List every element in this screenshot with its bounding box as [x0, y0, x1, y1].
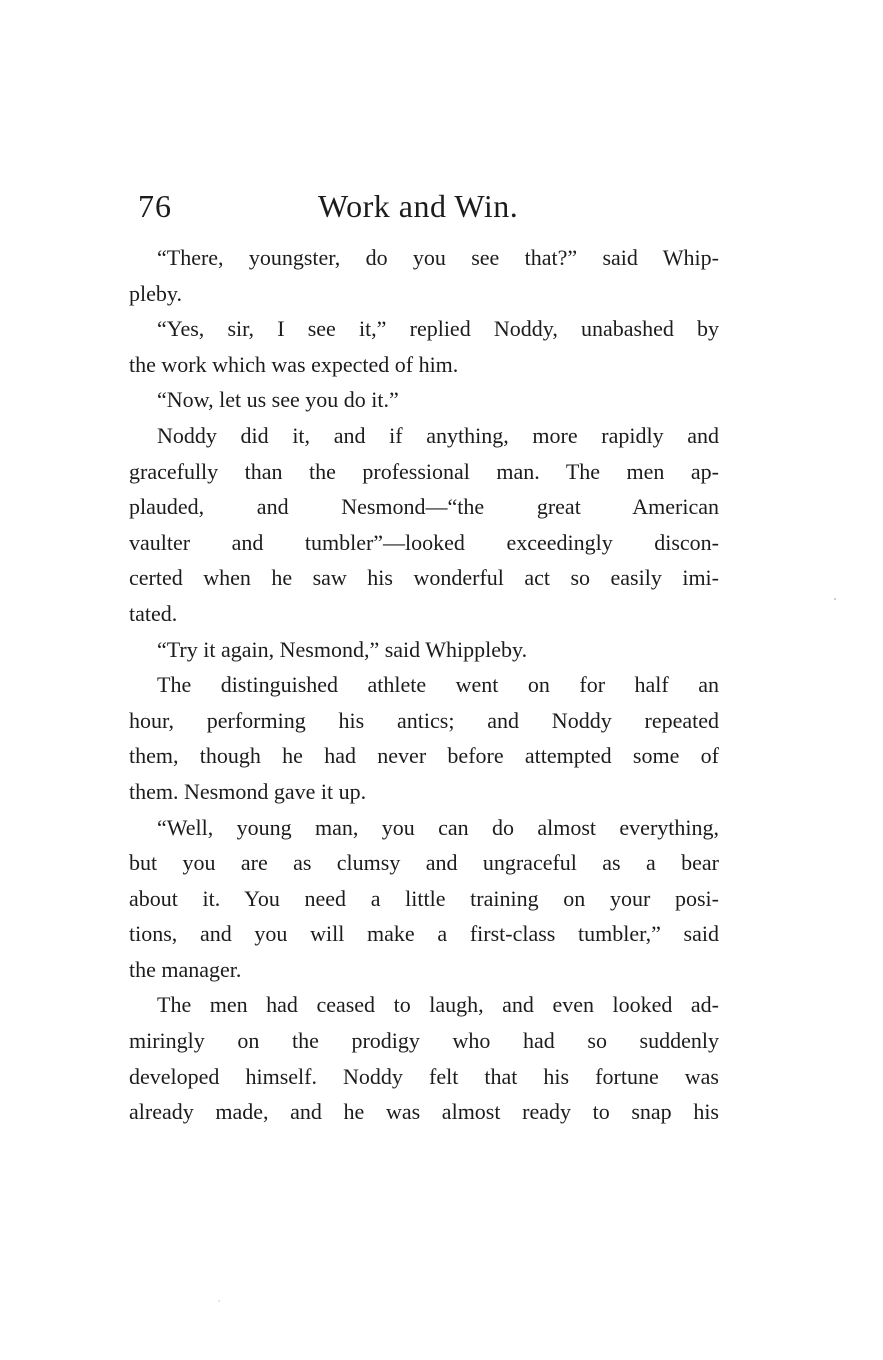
text-line: The distinguished athlete went on for half an	[157, 672, 719, 698]
text-line: “Yes, sir, I see it,” replied Noddy, unabashed by	[157, 316, 719, 342]
text-line: already made, and he was almost ready to snap his	[129, 1099, 719, 1125]
text-line: them. Nesmond gave it up.	[129, 778, 367, 804]
page-number: 76	[138, 188, 172, 224]
text-line: Noddy did it, and if anything, more rapidly and	[157, 422, 719, 448]
text-line: vaulter and tumbler”—looked exceedingly discon-	[129, 529, 719, 555]
text-line: tions, and you will make a first-class tumbler,” said	[129, 921, 719, 947]
text-line: “Well, young man, you can do almost everything,	[157, 814, 719, 840]
text-line: hour, performing his antics; and Noddy repeated	[129, 707, 719, 733]
body-text	[129, 240, 719, 1130]
text-line: about it. You need a little training on your posi-	[129, 885, 719, 911]
page-header	[138, 186, 718, 226]
text-line: the manager.	[129, 956, 242, 982]
text-line: but you are as clumsy and ungraceful as a bear	[129, 850, 719, 876]
text-line: the work which was expected of him.	[129, 351, 459, 377]
text-line: “There, youngster, do you see that?” said Whip-	[157, 245, 719, 270]
text-line: gracefully than the professional man. The men ap-	[129, 458, 719, 484]
text-line: “Try it again, Nesmond,” said Whippleby.	[157, 636, 528, 662]
text-line: tated.	[129, 600, 178, 626]
text-line: plauded, and Nesmond—“the great American	[129, 494, 719, 520]
text-line: “Now, let us see you do it.”	[157, 387, 399, 413]
text-line: developed himself. Noddy felt that his fortune was	[129, 1063, 719, 1089]
text-line: them, though he had never before attempted some of	[129, 743, 719, 769]
text-line: The men had ceased to laugh, and even looked ad-	[157, 992, 719, 1018]
running-title: Work and Win.	[318, 188, 519, 224]
paper-speck	[834, 598, 836, 600]
paper-speck	[218, 1300, 220, 1302]
text-line: pleby.	[129, 280, 182, 306]
text-line: miringly on the prodigy who had so suddenly	[129, 1028, 719, 1054]
text-line: certed when he saw his wonderful act so easily imi-	[129, 565, 719, 591]
